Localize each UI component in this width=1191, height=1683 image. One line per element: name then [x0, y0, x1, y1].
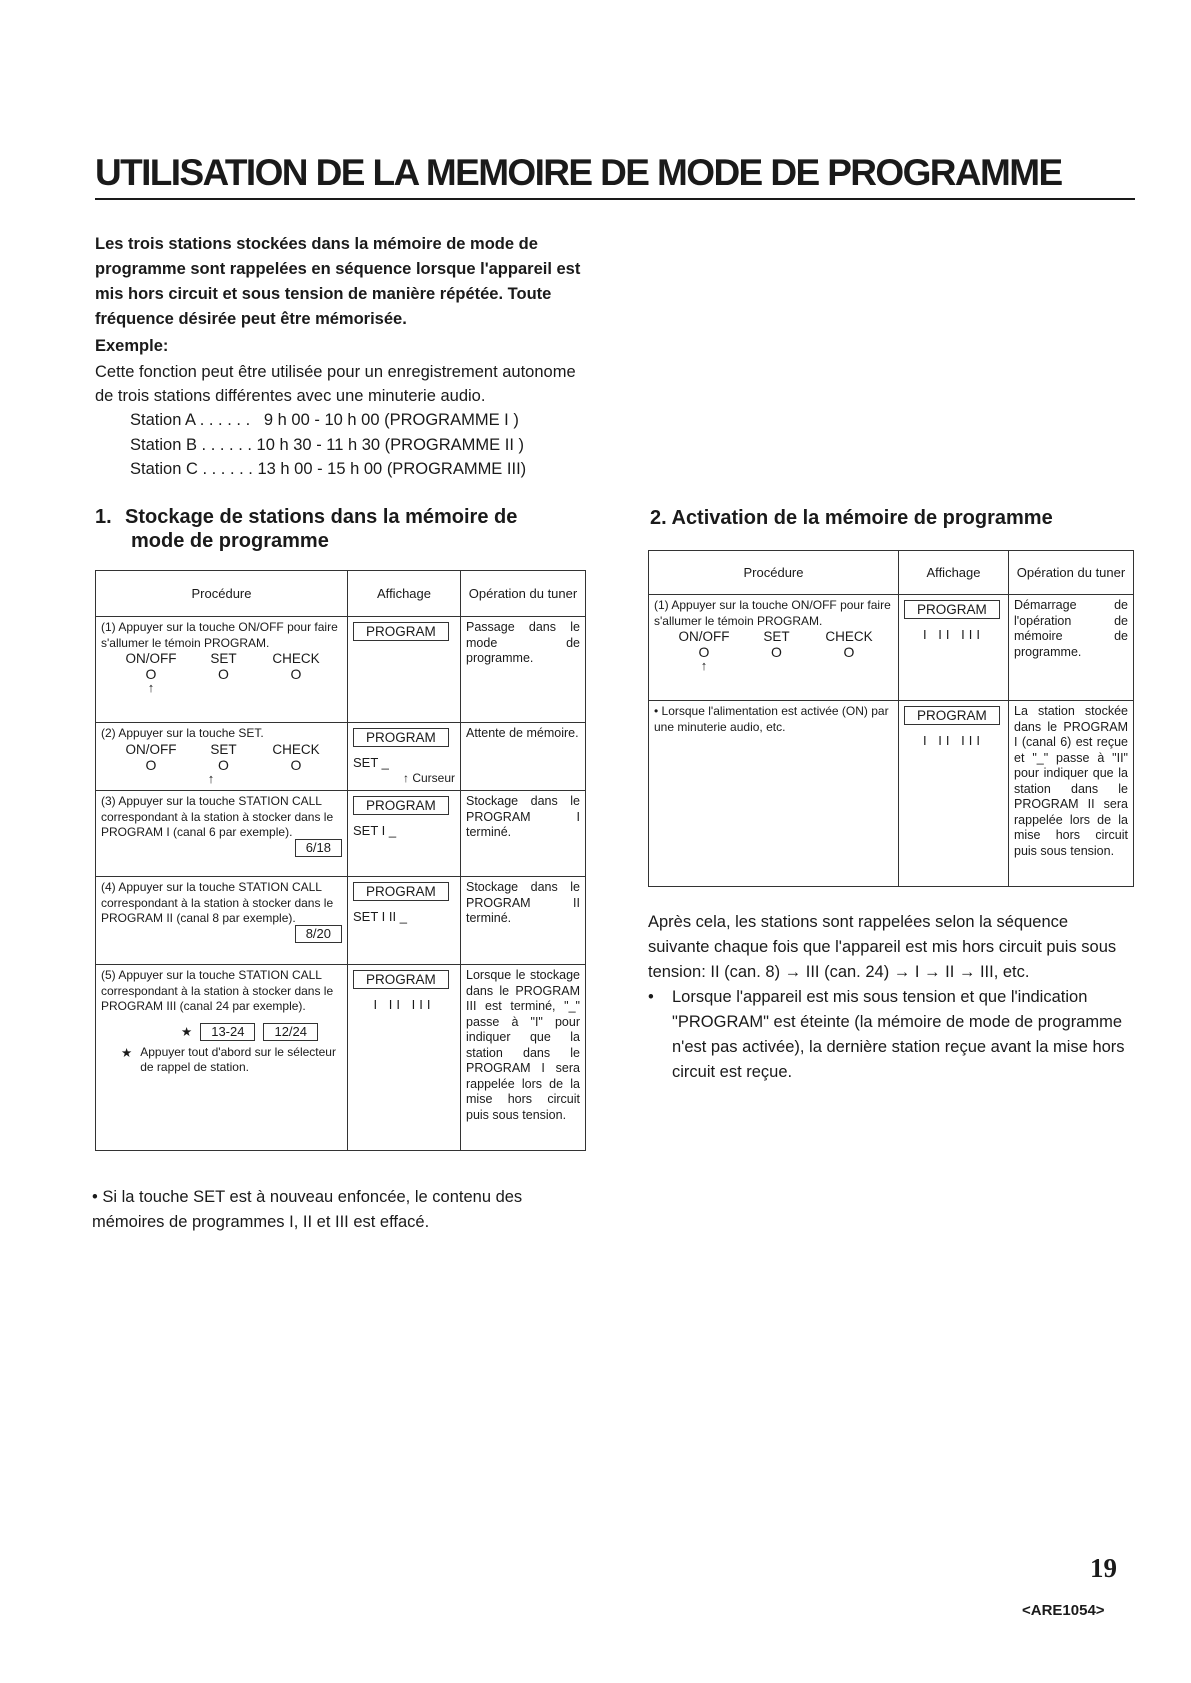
set-label: SET: [210, 651, 237, 666]
station-c: Station C . . . . . . 13 h 00 - 15 h 00 (PROGRAMME III): [130, 460, 527, 478]
program-indicators: I II III: [923, 733, 984, 748]
check-label: CHECK: [272, 741, 320, 757]
program-display: PROGRAM: [904, 600, 1000, 619]
page-number: 19: [1090, 1553, 1117, 1583]
station-call-box: 13-24: [200, 1023, 255, 1041]
header-procedure: Procédure: [96, 571, 348, 617]
set-display-line: SET I II _: [353, 909, 407, 924]
button-labels: [654, 629, 879, 645]
circle-icon: O: [218, 756, 229, 773]
header-operation: Opération du tuner: [461, 571, 586, 617]
arrow-up-icon: ↑: [207, 770, 215, 786]
step-1-operation: Passage dans le mode de programme.: [461, 617, 586, 723]
step-5-operation: Lorsque le stockage dans le PROGRAM III est terminé, "_" passe à "I" pour indiquer que la station dans le PROGRAM I sera rappelée lors de la mise hors circuit puis sous tension.: [461, 965, 586, 1151]
selector-note: Appuyer tout d'abord sur le sélecteur de rappel de station.: [140, 1044, 336, 1074]
pointer-row: [101, 772, 326, 785]
table-row: [96, 791, 586, 877]
check-label: CHECK: [825, 629, 873, 644]
circle-icon: O: [290, 666, 302, 682]
table-row: [649, 595, 1134, 701]
program-off-note: Lorsque l'appareil est mis sous tension et que l'indication "PROGRAM" est éteinte (la mémoire de mode de programme n'est pas activée), la dernière station reçue avant la mise hors circuit est reçue.: [672, 988, 1125, 1081]
check-label: CHECK: [272, 651, 320, 666]
step-3-operation: Stockage dans le PROGRAM I terminé.: [461, 791, 586, 877]
circle-icon: O: [843, 644, 855, 660]
header-procedure: Procédure: [649, 551, 899, 595]
table-row: [96, 965, 586, 1151]
star-icon: ★: [181, 1024, 193, 1039]
procedure-table-storage: [95, 570, 586, 1151]
intro-text: Les trois stations stockées dans la mémoire de mode de programme sont rappelées en séquence lorsque l'appareil est mis hors circuit et sous tension de manière répétée. Toute fréquence désirée peut être mémorisée.: [95, 235, 581, 328]
section1-title-line2: mode de programme: [131, 530, 329, 552]
section2-heading: 2. Activation de la mémoire de programme: [650, 507, 1053, 529]
program-indicators: I II III: [373, 997, 435, 1012]
circle-icon: O: [145, 756, 157, 773]
channel-display-box: 12/24: [263, 1023, 318, 1041]
program-display: PROGRAM: [904, 706, 1000, 725]
program-display: PROGRAM: [353, 728, 449, 747]
button-labels: [101, 742, 326, 758]
channel-display-box: 8/20: [295, 925, 342, 943]
channel-display-box: 6/18: [295, 839, 342, 857]
circle-icon: O: [145, 666, 157, 682]
program-display: PROGRAM: [353, 622, 449, 641]
header-display: Affichage: [348, 571, 461, 617]
example-heading: Exemple:: [95, 337, 169, 355]
header-operation: Opération du tuner: [1009, 551, 1134, 595]
step-1-procedure: (1) Appuyer sur la touche ON/OFF pour faire s'allumer le témoin PROGRAM.: [101, 620, 338, 650]
set-display-line: SET I _: [353, 823, 397, 838]
table-row: [649, 701, 1134, 887]
table-row: [96, 877, 586, 965]
step-4-procedure: (4) Appuyer sur la touche STATION CALL correspondant à la station à stocker dans le PROGRAM II (canal 8 par exemple).: [101, 880, 334, 925]
set-label: SET: [763, 629, 790, 644]
document-code: <ARE1054>: [1022, 1602, 1105, 1619]
sequence-section: [648, 910, 1133, 1085]
step-5-procedure: (5) Appuyer sur la touche STATION CALL correspondant à la station à stocker dans le PROGRAM III (canal 24 par exemple).: [101, 968, 334, 1013]
bullet-icon: •: [648, 988, 654, 1006]
button-indicators: [101, 758, 326, 772]
step-2-procedure: (2) Appuyer sur la touche SET.: [101, 726, 264, 740]
example-text: Cette fonction peut être utilisée pour un enregistrement autonome de trois stations différentes avec une minuterie audio.: [95, 363, 576, 405]
arrow-up-icon: ↑: [700, 658, 708, 673]
circle-icon: O: [218, 666, 229, 682]
section1-heading: [95, 505, 605, 553]
program-display: PROGRAM: [353, 796, 449, 815]
star-icon: ★: [121, 1045, 133, 1060]
set-cursor-display: SET _: [353, 755, 389, 770]
program-display: PROGRAM: [353, 882, 449, 901]
timer-note: • Lorsque l'alimentation est activée (ON) par une minuterie audio, etc.: [654, 704, 889, 734]
step-3-procedure: (3) Appuyer sur la touche STATION CALL correspondant à la station à stocker dans le PROGRAM I (canal 6 par exemple).: [101, 794, 334, 839]
cursor-note: ↑ Curseur: [402, 771, 455, 785]
circle-icon: O: [290, 756, 302, 773]
section1-number: 1.: [95, 506, 112, 528]
pointer-row: [654, 659, 879, 672]
step-2-operation: Attente de mémoire.: [461, 723, 586, 791]
onoff-label: ON/OFF: [678, 629, 730, 644]
station-a: Station A . . . . . . 9 h 00 - 10 h 00 (PROGRAMME I ): [130, 411, 519, 429]
onoff-label: ON/OFF: [125, 651, 177, 666]
set-label: SET: [210, 741, 237, 757]
circle-icon: O: [771, 644, 782, 660]
arrow-up-icon: ↑: [147, 680, 155, 695]
page-title: UTILISATION DE LA MEMOIRE DE MODE DE PROGRAMME: [95, 150, 1135, 200]
activation-step-1-operation: Démarrage de l'opération de mémoire de programme.: [1009, 595, 1134, 701]
set-reset-note: • Si la touche SET est à nouveau enfoncée, le contenu des mémoires de programmes I, II et III est effacé.: [92, 1188, 523, 1231]
list-item: [648, 985, 1133, 1085]
step-4-operation: Stockage dans le PROGRAM II terminé.: [461, 877, 586, 965]
button-indicators: [654, 645, 879, 659]
pointer-row: [101, 681, 326, 694]
program-indicators: I II III: [923, 627, 984, 642]
timer-operation: La station stockée dans le PROGRAM I (canal 6) est reçue et "_" passe à "II" pour indiquer que la station dans le PROGRAM II sera rappelée lors de la mise hors circuit puis sous tension.: [1009, 701, 1134, 887]
station-list: [130, 408, 526, 482]
button-indicators: [101, 667, 326, 681]
activation-step-1-procedure: (1) Appuyer sur la touche ON/OFF pour faire s'allumer le témoin PROGRAM.: [654, 598, 891, 628]
button-labels: [101, 651, 326, 667]
intro-paragraph: [95, 232, 585, 332]
station-b: Station B . . . . . . 10 h 30 - 11 h 30 (PROGRAMME II ): [130, 435, 525, 454]
table-row: [96, 723, 586, 791]
header-display: Affichage: [899, 551, 1009, 595]
sequence-text: Après cela, les stations sont rappelées selon la séquence suivante chaque fois que l'appareil est mis hors circuit puis sous tension: II (can. 8) → III (can. 24) → I → II → III, etc.: [648, 913, 1117, 981]
circle-icon: O: [698, 644, 710, 660]
onoff-label: ON/OFF: [125, 741, 177, 757]
procedure-table-activation: [648, 550, 1134, 887]
table-row: [96, 617, 586, 723]
program-display: PROGRAM: [353, 970, 449, 989]
section1-title-line1: Stockage de stations dans la mémoire de: [125, 506, 518, 528]
